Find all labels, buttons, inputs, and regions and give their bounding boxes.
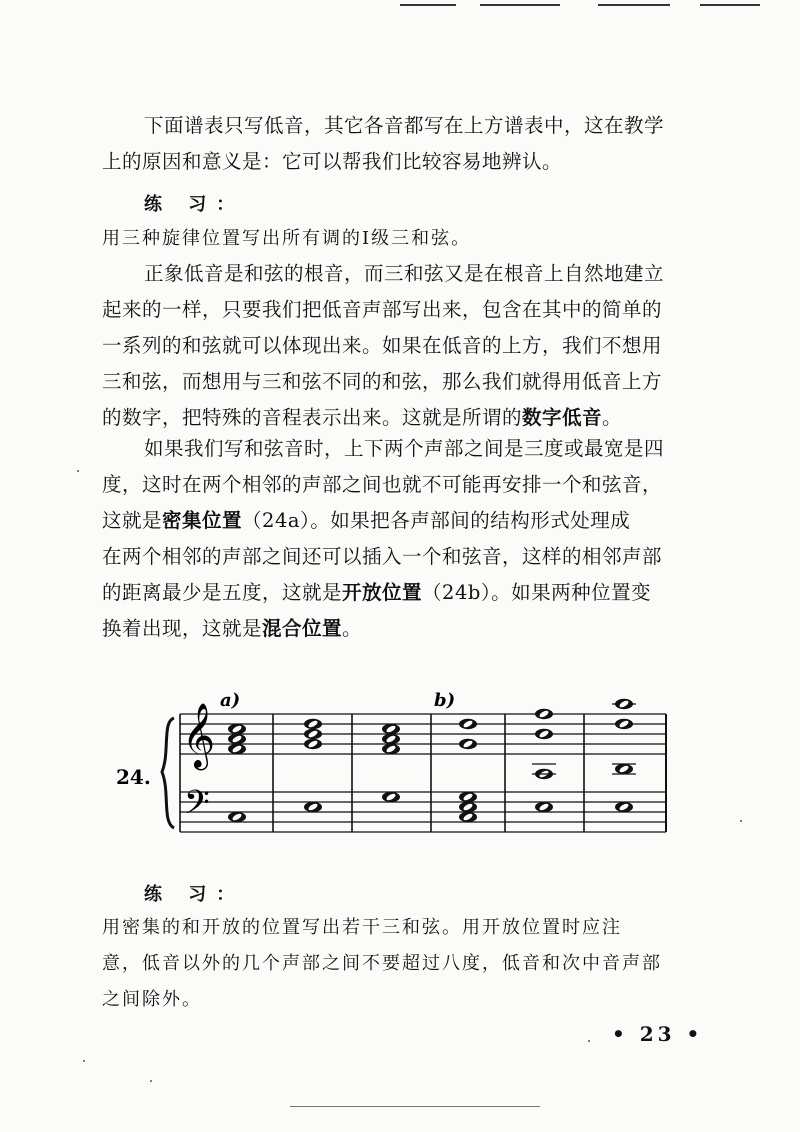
text-line: 正象低音是和弦的根音，而三和弦又是在根音上自然地建立 [144,262,665,285]
chord-6 [612,699,636,812]
exercise-2 [102,910,702,1018]
text-line: 用密集的和开放的位置写出若干三和弦。用开放位置时应注 [102,917,622,938]
top-rule [598,4,670,6]
text-line: 的数字，把特殊的音程表示出来。这就是所谓的 [102,406,523,429]
scan-speck [740,820,742,822]
page-number: • 23 • [612,1022,704,1046]
bass-staff [180,792,666,832]
scan-speck [83,1060,85,1062]
bottom-rule [290,1106,540,1107]
text-line: 换着出现，这就是 [102,617,263,640]
term-open-position: 开放位置 [342,581,423,604]
term-figured-bass: 数字低音 [522,406,603,429]
scan-speck [77,470,79,472]
chord-2 [304,719,322,812]
text-line: 三和弦，而想用与三和弦不同的和弦，那么我们就得用低音上方 [102,370,663,393]
chord-3 [382,724,400,802]
text-line: 上的原因和意义是：它可以帮我们比较容易地辨认。 [102,150,563,173]
text-line: 意，低音以外的几个声部之间不要超过八度，低音和次中音声部 [102,953,662,974]
text-line: （24b）。如果两种位置变 [422,581,652,604]
paragraph-1 [102,108,702,180]
brace [162,718,174,828]
text-line: 之间除外。 [102,989,202,1010]
text-line: 用三种旋律位置写出所有调的Ⅰ级三和弦。 [102,228,472,249]
text-line: 的距离最少是五度，这就是 [102,581,343,604]
exercise-heading-1: 练 习： [144,194,245,215]
text-line: 在两个相邻的声部之间还可以插入一个和弦音，这样的相邻声部 [102,545,663,568]
text-line: 这就是 [102,509,163,532]
label-close-position: a) [220,690,241,711]
paragraph-3 [102,431,702,647]
treble-clef-icon: 𝄞 [182,703,216,768]
top-rule [700,4,760,6]
top-rule [480,4,560,6]
term-mixed-position: 混合位置 [262,617,343,640]
scan-speck [150,1080,152,1082]
text-line: 如果我们写和弦音时，上下两个声部之间是三度或最宽是四 [144,437,665,460]
text-line: （24a）。如果把各声部间的结构形式处理成 [242,509,631,532]
scan-speck [588,1040,590,1042]
paragraph-2 [102,256,702,436]
text-line: 度，这时在两个相邻的声部之间也就不可能再安排一个和弦音， [102,473,663,496]
music-example-24 [100,682,700,842]
example-number: 24. [116,765,151,789]
exercise-heading-2: 练 习： [144,884,245,905]
barlines [180,714,666,832]
top-rule [400,4,456,6]
term-close-position: 密集位置 [162,509,243,532]
text-line: 。 [342,617,363,640]
text-line: 下面谱表只写低音，其它各音都写在上方谱表中，这在教学 [144,114,665,137]
text-line: 一系列的和弦就可以体现出来。如果在低音的上方，我们不想用 [102,334,663,357]
exercise-1 [102,221,702,257]
label-open-position: b) [434,690,456,711]
bass-clef-icon: 𝄢 [184,784,210,830]
text-line: 起来的一样，只要我们把低音声部写出来，包含在其中的简单的 [102,298,663,321]
text-line: 。 [602,406,623,429]
chord-1 [228,724,246,822]
treble-staff [180,714,666,754]
